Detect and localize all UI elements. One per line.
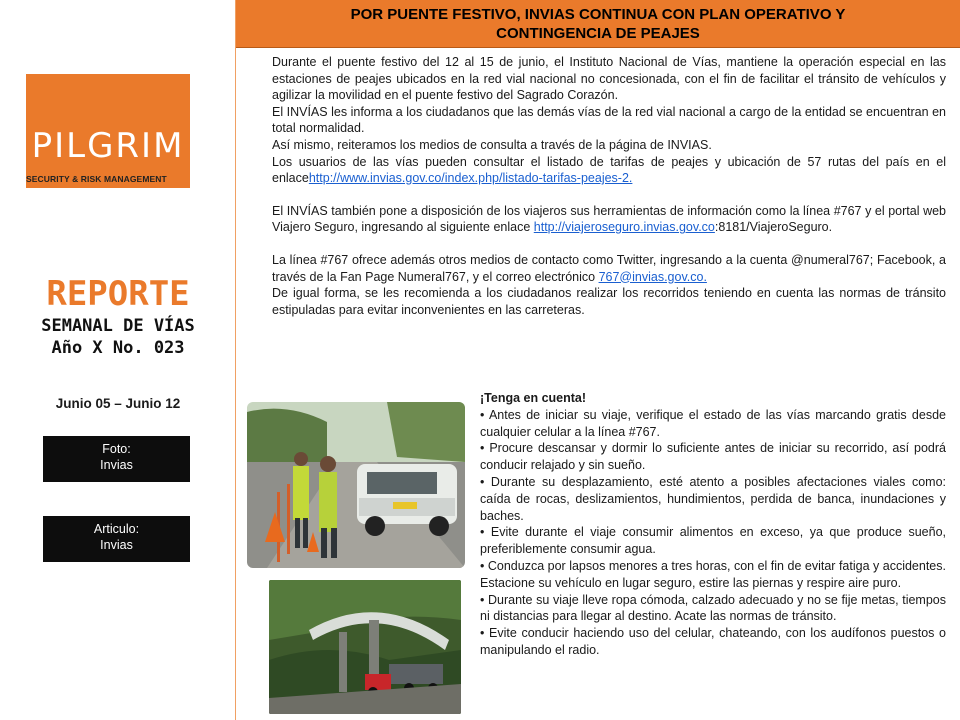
report-title: REPORTE — [46, 274, 190, 314]
pilgrim-logo — [26, 74, 190, 188]
spacer — [272, 236, 946, 252]
article-headline — [236, 0, 960, 48]
tip-item: • Durante su desplazamiento, esté atento a posibles afectaciones viales como: caída de rocas, deslizamientos, hundimientos, perdida de banca, inundaciones y baches. — [480, 474, 946, 523]
paragraph-4 — [272, 154, 946, 187]
tip-item: • Evite conducir haciendo uso del celular, chateando, con los audífonos puestos o manipulando el radio. — [480, 626, 946, 657]
paragraph-6 — [272, 252, 946, 285]
report-subtitle: SEMANAL DE VÍAS — [41, 316, 195, 336]
paragraph-2: El INVÍAS les informa a los ciudadanos que las demás vías de la red vial nacional a cargo de la entidad se encuentran en total normalidad. — [272, 104, 946, 136]
checkpoint-photo-illustration — [247, 402, 465, 568]
photo-credit-label: Foto: — [102, 442, 131, 456]
bridge-photo-illustration — [269, 580, 461, 714]
tip-item: • Conduzca por lapsos menores a tres horas, con el fin de evitar fatiga y accidentes. Estacione su vehículo en lugar seguro, estire las piernas y respire aire puro. — [480, 558, 946, 590]
paragraph-3: Así mismo, reiteramos los medios de consulta a través de la página de INVIAS. — [272, 137, 712, 152]
paragraph-7: De igual forma, se les recomienda a los ciudadanos realizar los recorridos teniendo en cuenta las normas de tránsito estipuladas para evitar inconvenientes en las carreteras. — [272, 286, 946, 317]
tip-item: • Procure descansar y dormir lo suficiente antes de iniciar su recorrido, así podrá conducir relajado y sin sueño. — [480, 441, 946, 473]
logo-subtitle: SECURITY & RISK MANAGEMENT — [26, 174, 167, 184]
bridge-photo — [269, 580, 461, 714]
article-credit-label: Articulo: — [93, 522, 140, 536]
report-issue: Año X No. 023 — [51, 338, 185, 358]
paragraph-5 — [272, 203, 946, 236]
photo-credit-box — [43, 436, 190, 482]
report-dates: Junio 05 – Junio 12 — [55, 396, 181, 411]
paragraph-5-suffix: :8181/ViajeroSeguro. — [714, 220, 833, 235]
tips-section — [480, 390, 946, 659]
spacer — [272, 187, 946, 203]
paragraph-1: Durante el puente festivo del 12 al 15 de junio, el Instituto Nacional de Vías, mantiene la operación especial en las estaciones de peajes ubicados en la red vial nacional no concesionada, con el fin de facilitar el tránsito de vehículos y agilizar la movilidad en el puente festivo del Sagrado Corazón. — [272, 55, 946, 103]
tips-title: ¡Tenga en cuenta! — [480, 391, 587, 405]
tip-item: • Antes de iniciar su viaje, verifique el estado de las vías marcando gratis desde cualquier celular a la línea #767. — [480, 407, 946, 439]
article-credit-box — [43, 516, 190, 562]
article-body — [272, 54, 946, 318]
sidebar — [0, 0, 236, 720]
paragraph-4-text: Los usuarios de las vías pueden consultar el listado de tarifas de peajes y ubicación de 57 rutas del país en el enlace — [272, 154, 946, 186]
article-credit-value: Invias — [100, 538, 133, 552]
headline-line-2: CONTINGENCIA DE PEAJES — [496, 25, 700, 42]
tip-item: • Evite durante el viaje consumir alimentos en exceso, ya que produce sueño, preferiblemente consumir agua. — [480, 525, 946, 557]
email-link[interactable]: 767@invias.gov.co. — [598, 269, 707, 284]
tarifas-peajes-link[interactable]: http://www.invias.gov.co/index.php/listado-tarifas-peajes-2. — [308, 171, 633, 186]
viajero-seguro-link[interactable]: http://viajeroseguro.invias.gov.co — [533, 220, 715, 235]
paragraph-5-text: El INVÍAS también pone a disposición de los viajeros sus herramientas de información como la línea #767 y el portal web Viajero Seguro, ingresando al siguiente enlace — [272, 203, 946, 235]
checkpoint-photo — [247, 402, 465, 568]
photo-credit-value: Invias — [100, 458, 133, 472]
tip-item: • Durante su viaje lleve ropa cómoda, calzado adecuado y no se fije metas, tiempos ni distancias para llegar al destino. Acate las normas de tránsito. — [480, 592, 946, 624]
paragraph-6-text: La línea #767 ofrece además otros medios de contacto como Twitter, ingresando a la cuenta @numeral767; Facebook, a través de la Fan Page Numeral767, y el correo electrónico — [272, 252, 946, 284]
logo-text: PILGRIM — [31, 126, 185, 166]
headline-line-1: POR PUENTE FESTIVO, INVIAS CONTINUA CON PLAN OPERATIVO Y — [350, 6, 846, 23]
